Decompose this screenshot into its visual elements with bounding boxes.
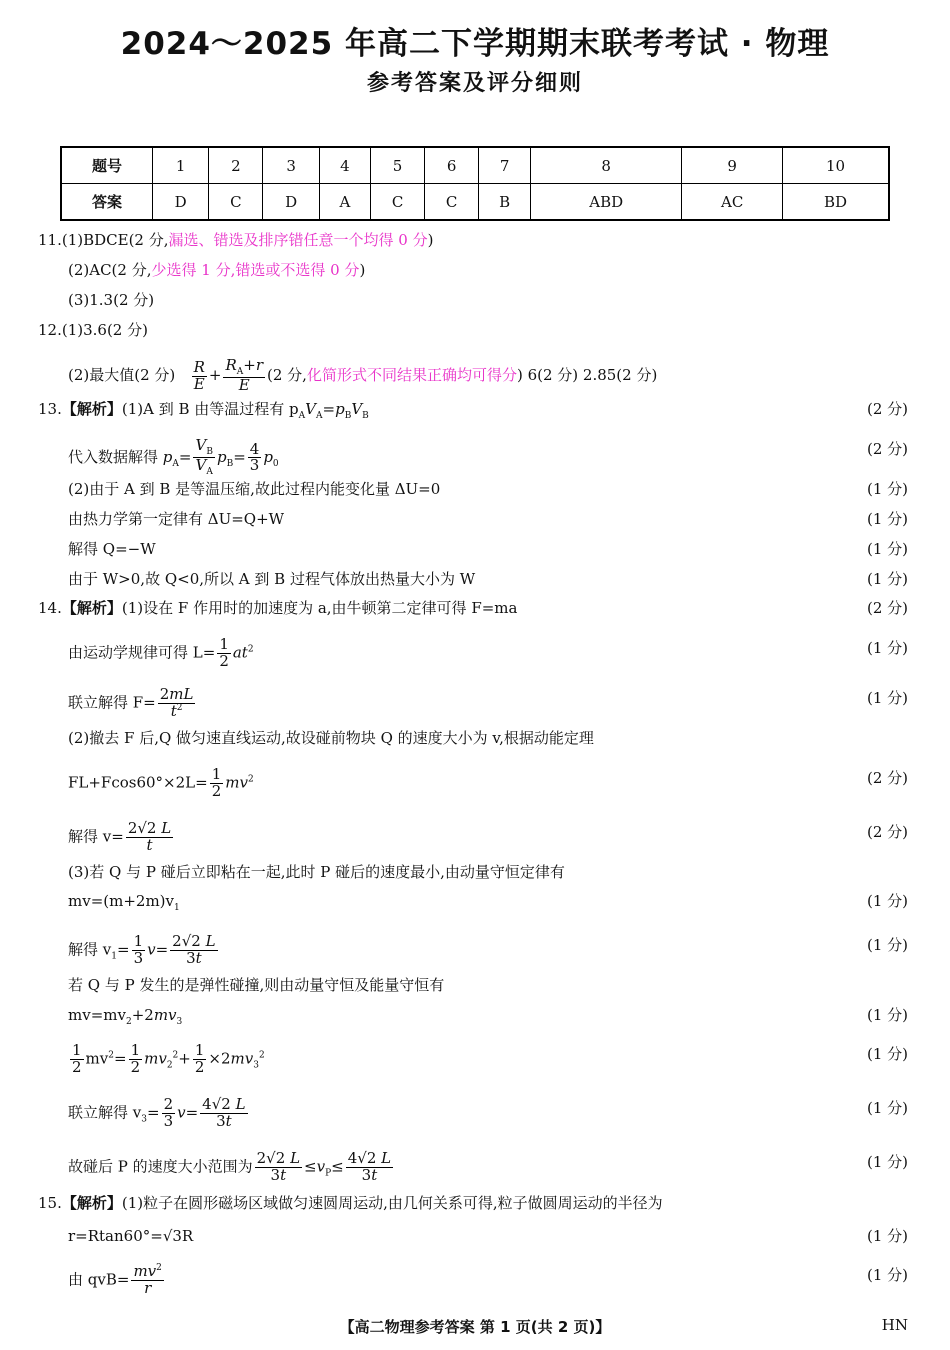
table-cell: 9: [682, 147, 783, 184]
score: (2 分): [866, 823, 908, 841]
table-cell: C: [209, 184, 263, 221]
score: (1 分): [866, 480, 908, 498]
table-cell: 8: [531, 147, 682, 184]
score: (2 分): [866, 769, 908, 787]
q14-line-13: 联立解得 $v_3=$ $\frac{2}{3}$ v= $\frac{4√2 L}{3t}$ (1 分): [68, 1095, 908, 1130]
table-cell: AC: [682, 184, 783, 221]
fraction: $\frac{1}{2}$: [72, 1041, 82, 1076]
score: (2 分): [866, 440, 908, 458]
q14-line-6: 解得 v= $\frac{2√2 L}{t}$ (2 分): [68, 819, 908, 854]
score: (2 分): [866, 599, 908, 617]
score: (1 分): [866, 1227, 908, 1245]
q12-line-2: (2)最大值(2 分) $\frac{R}{E}$ + $\frac{R_A+r}{E}$ (2 分,化简形式不同结果正确均可得分) 6(2 分) 2.85(2 分): [68, 356, 658, 395]
table-cell: ABD: [531, 184, 682, 221]
scoring-note: 漏选、错选及排序错任意一个均得 0 分: [168, 231, 428, 249]
fraction: $\frac{2√2 L}{t}$: [127, 819, 172, 854]
fraction: $\frac{mv^2}{r}$: [133, 1262, 162, 1297]
table-cell: 1: [153, 147, 209, 184]
table-cell: D: [263, 184, 319, 221]
fraction: $\frac{2√2 L}{3t}$: [256, 1149, 301, 1184]
score: (1 分): [866, 540, 908, 558]
page-subtitle: 参考答案及评分细则: [366, 71, 583, 96]
fraction: $\frac{4√2 L}{3t}$: [347, 1149, 392, 1184]
region-code: HN: [881, 1316, 908, 1334]
row-label-number: 题号: [61, 147, 153, 184]
q14-line-12: $\frac{1}{2}$ $mv^2=$ $\frac{1}{2}$ $mv_2^2+$ $\frac{1}{2}$ $\times 2mv_3^2$ (1 分): [72, 1041, 908, 1076]
score: (1 分): [866, 689, 908, 707]
table-cell: 7: [479, 147, 531, 184]
fraction: $\frac{1}{2}$: [219, 635, 229, 670]
table-cell: C: [371, 184, 425, 221]
q14-line-2: 由运动学规律可得 L= $\frac{1}{2}$ $at^2$ (1 分): [68, 635, 908, 670]
score: (1 分): [866, 1153, 908, 1171]
q14-line-3: 联立解得 F= $\frac{2mL}{t^2}$ (1 分): [68, 685, 908, 720]
table-cell: 5: [371, 147, 425, 184]
analysis-tag: 【解析】: [61, 400, 122, 418]
row-label-answer: 答案: [61, 184, 153, 221]
fraction: $\frac{R_A+r}{E}$: [225, 356, 263, 395]
fraction: $\frac{1}{2}$: [130, 1041, 141, 1076]
score: (1 分): [866, 639, 908, 657]
fraction: $\frac{1}{3}$: [133, 932, 144, 967]
table-cell: 10: [783, 147, 889, 184]
q14-line-9: 解得 $v_1=$ $\frac{1}{3}$ v= $\frac{2√2 L}{3t}$ (1 分): [68, 932, 908, 967]
fraction: $\frac{2√2 L}{3t}$: [172, 932, 216, 967]
score: (1 分): [866, 936, 908, 954]
fraction: $\frac{2mL}{t^2}$: [159, 685, 194, 720]
analysis-tag: 【解析】: [61, 1194, 122, 1212]
q15-line-3: 由 qvB= $\frac{mv^2}{r}$ (1 分): [68, 1262, 908, 1297]
scoring-note: 少选得 1 分,错选或不选得 0 分: [151, 261, 360, 279]
score: (1 分): [866, 892, 908, 910]
page-footer: 【高二物理参考答案 第 1 页(共 2 页)】: [339, 1318, 611, 1336]
table-cell: D: [153, 184, 209, 221]
score: (1 分): [866, 1006, 908, 1024]
q14-line-14: 故碰后 P 的速度大小范围为 $\frac{2√2 L}{3t}$ $\le v_P\le$ $\frac{4√2 L}{3t}$ (1 分): [68, 1149, 908, 1184]
answer-table: [60, 146, 890, 221]
table-cell: BD: [783, 184, 889, 221]
table-cell: 6: [425, 147, 479, 184]
table-cell: 2: [209, 147, 263, 184]
page-title: 2024～2025 年高二下学期期末联考考试 · 物理: [120, 26, 830, 62]
score: (1 分): [866, 1045, 908, 1063]
fraction: $\frac{V_B}{V_A}$: [195, 436, 213, 478]
table-row-numbers: [61, 147, 889, 184]
table-cell: C: [425, 184, 479, 221]
table-cell: 3: [263, 147, 319, 184]
table-row-answers: [61, 184, 889, 221]
score: (1 分): [866, 1266, 908, 1284]
table-cell: 4: [319, 147, 370, 184]
table-cell: A: [319, 184, 370, 221]
fraction: $\frac{1}{2}$: [211, 765, 222, 800]
q13-line-2: 代入数据解得 $p_A=$ $\frac{V_B}{V_A}$ $p_B=$ $\frac{4}{3}$ $p_0$ (2 分): [68, 436, 908, 478]
table-cell: B: [479, 184, 531, 221]
scoring-note: 化简形式不同结果正确均可得分: [306, 366, 517, 385]
analysis-tag: 【解析】: [61, 599, 122, 617]
score: (1 分): [866, 570, 908, 588]
fraction: $\frac{4√2 L}{3t}$: [202, 1095, 246, 1130]
fraction: $\frac{2}{3}$: [163, 1095, 174, 1130]
fraction: $\frac{4}{3}$: [249, 439, 260, 475]
fraction: $\frac{R}{E}$: [193, 357, 205, 393]
score: (1 分): [866, 510, 908, 528]
fraction: $\frac{1}{2}$: [194, 1041, 205, 1076]
score: (1 分): [866, 1099, 908, 1117]
q14-line-5: FL+Fcos60°×2L= $\frac{1}{2}$ $mv^2$ (2 分): [68, 765, 908, 800]
score: (2 分): [866, 400, 908, 418]
